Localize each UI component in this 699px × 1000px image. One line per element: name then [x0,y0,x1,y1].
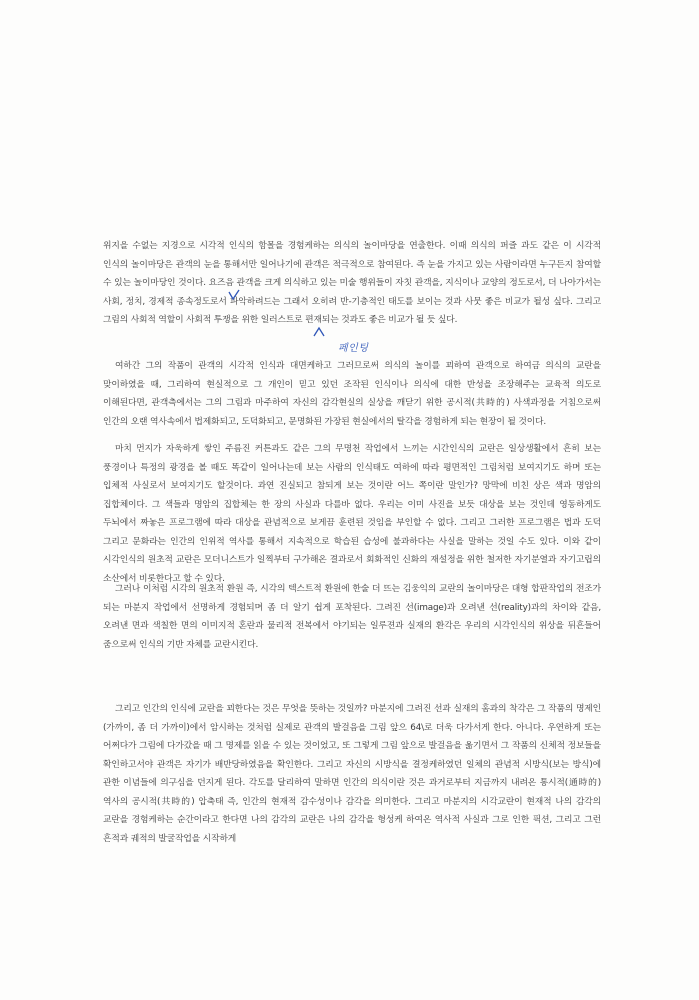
paragraph-2: 여하간 그의 작품이 관객의 시각적 인식과 대면케하고 그러므로써 의식의 놀이를 꾀하여 관객으로 하여금 의식의 교란을 맞이하였을 때, 그리하여 현실적으로 그 개인이 믿고 있던 조작된 인식이나 의식에 대한 반성을 조장해주는 교육적 의도로 이해된다면, 관객측에서는 그의 그림과 마주하여 자신의 감각현실의 실상을 깨닫기 위한 공시적(共時的) 사색과정을 거침으로써 인간의 오랜 역사속에서 법제화되고, 도덕화되고, 문명화된 가장된 현실에서의 탈각을 경험하게 되는 현장이 될 것이다. [103,361,601,427]
handwritten-note: 페인팅 [338,343,369,354]
check-mark-icon [227,289,241,301]
paragraph-3: 마치 먼지가 자욱하게 쌓인 주름진 커튼과도 같은 그의 무명천 작업에서 느끼는 시간인식의 교란은 일상생활에서 흔히 보는 풍경이나 특정의 광경을 볼 때도 똑같이 일어나는데 보는 사람의 인식태도 여하에 따라 평면적인 그림처럼 보여지기도 하며 또는 입체적 사실로서 보여지기도 할것이다. 과연 진실되고 참되게 보는 것이란 어느 쪽이란 말인가? 망막에 비친 상은 색과 명암의 집합체이다. 그 색들과 명암의 집합체는 한 장의 사실과 다를바 없다. 우리는 이미 사진을 보듯 대상을 보는 것인데 영동하게도 두뇌에서 짜놓은 프로그램에 따라 대상을 관념적으로 보게끔 훈련된 것임을 부인할 수 없다. 그리고 그러한 프로그램은 법과 도덕 그리고 문화라는 인간의 인위적 역사를 통해서 지속적으로 학습된 습성에 불과하다는 사실을 말하는 것일 수도 있다. 이와 같이 시각인식의 원초적 교란은 모더니스트가 일찍부터 구가해온 결과로서 회화적인 신화의 재설정을 위한 철저한 자기분열과 자기고립의 소산에서 비롯한다고 할 수 있다. [103,444,601,584]
paragraph-1: 위지을 수없는 지경으로 시각적 인식의 함몰을 경험케하는 의식의 놀이마당을 연출한다. 이때 의식의 퍼즐 과도 같은 이 시각적 인식의 놀이마당은 관객의 눈을 통해서만 일어나기에 관객은 적극적으로 참여된다. 즉 눈을 가지고 있는 사람이라면 누구든지 참여할 수 있는 놀이마당인 것이다. 요즈음 관객을 크게 의식하고 있는 미술 행위들이 자칫 관객을, 지식이나 교양의 정도로서, 더 나아가서는 사회, 정치, 경제적 종속정도로서 파악하려드는 그래서 오히려 반-기층적인 태도를 보이는 것과 사뭇 좋은 비교가 될성 싶다. 그리고 그림의 사회적 역할이 사회적 투쟁을 위한 일러스트로 편재되는 것과도 좋은 비교가 될 듯 싶다. [103,241,601,325]
paragraph-4: 그러나 이처럼 시각의 원초적 환원 즉, 시각의 텍스트적 환원에 한술 더 뜨는 김웅익의 교란의 놀이마당은 대형 합판작업의 전조가 되는 마분지 작업에서 선명하게 경험되며 좀 더 알기 쉽게 포착된다. 그려진 선(image)과 오려낸 선(reality)과의 차이와 같음, 오려낸 면과 색칠한 면의 이미지적 혼란과 물리적 전복에서 야기되는 일루젼과 실재의 환각은 우리의 시각인식의 위상을 뒤흔들어 줌으로써 인식의 기반 자체를 교란시킨다. [103,584,601,650]
paragraph-5: 그리고 인간의 인식에 교란을 꾀한다는 것은 무엇을 뜻하는 것일까? 마분지에 그려진 선과 실재의 홈과의 착각은 그 작품의 명제인 (가까이, 좀 더 가까이)에서 암시하는 것처럼 실제로 관객의 발걸음을 그림 앞으 64\로 더욱 다가서게 한다. 아니다. 우연하게 또는 어쩌다가 그림에 다가갔을 때 그 명제를 읽을 수 있는 것이었고, 또 그렇게 그림 앞으로 발걸음을 옮기면서 그 작품의 신체적 정보들을 확인하고서야 관객은 자기가 배반당하였음을 확인한다. 그리고 자신의 시방식을 결정케하였던 일체의 관념적 시방식(보는 방식)에 관한 이념들에 의구심을 던지게 된다. 각도를 달리하여 말하면 인간의 의식이란 것은 과거로부터 지금까지 내려온 통시적(通時的) 역사의 공시적(共時的) 압축태 즉, 인간의 현재적 감수성이나 감각을 의미한다. 그리고 마분지의 시각교란이 현재적 나의 감각의 교란을 경험케하는 순간이라고 한다면 나의 감각의 교란은 나의 감각을 형성케 하여온 역사적 사실과 그로 인한 픽션, 그리고 그런 흔적과 궤적의 발굴작업을 시작하게 [103,704,601,844]
insertion-caret-icon [312,326,326,338]
